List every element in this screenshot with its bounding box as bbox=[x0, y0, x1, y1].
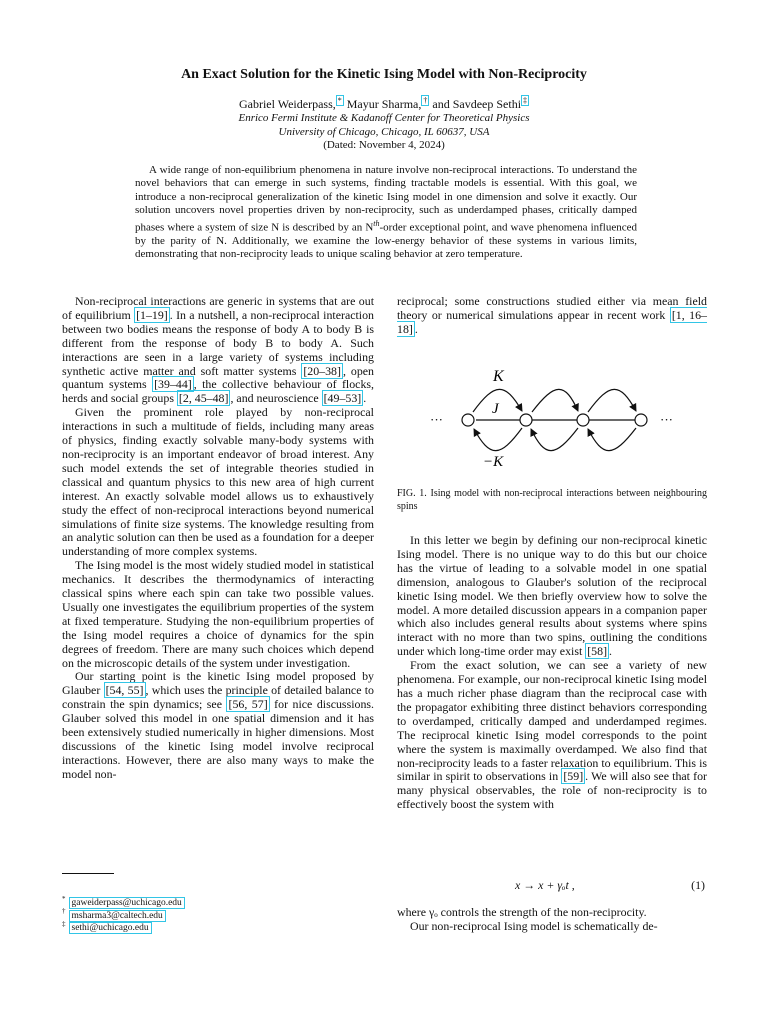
label-minus-k: −K bbox=[483, 454, 504, 470]
paragraph: In this letter we begin by defining our non-reciprocal kinetic Ising model. There is no unique way to do this but our choice has the virtue of leading to a solvable model in one spatial dimension, analogous to Glauber's solution of the reciprocal kinetic Ising model. We then briefly overview how to solve the model. A more detailed discussion appears in a companion paper which also includes general results about systems where spins interact with no more than two spins, outlining the conditions under which long-time order may exist [58] . bbox=[397, 533, 707, 659]
abstract-text: A wide range of non-equilibrium phenomena in nature involve non-reciprocal interactions. To understand the novel behaviors that can emerge in such systems, finding tractable models is essential. With this goal, we introduce a non-reciprocal generalization of the kinetic Ising model in one dimension and solve it exactly. Our solution uncovers novel properties driven by non-reciprocity, such as underdamped phases, critically damped phases where a system of size N is described by an N bbox=[135, 164, 637, 234]
footnote-link[interactable]: † bbox=[423, 96, 428, 105]
citation-link[interactable]: [58] bbox=[587, 644, 608, 659]
spin-node bbox=[635, 414, 647, 426]
author-list bbox=[60, 97, 708, 112]
paragraph: From the exact solution, we can see a variety of new phenomena. For example, our non-reciprocal kinetic Ising model has a much richer phase diagram than the reciprocal case with the propagator exhibiting three distinct behaviors corresponding to overdamped, critically damped and underdamped regimes. The reciprocal kinetic Ising model corresponds to the point where the system is maximally overdamped. We also find that non-reciprocity leads to a faster relaxation to equilibrium. This is similar in spirit to observations in [59] . We will also see that for many physical observables, the role of non-reciprocity is to effectively boost the system with bbox=[397, 658, 708, 812]
backward-arrow bbox=[474, 428, 522, 451]
abstract-text: -order exceptional point, and wave phenomena influenced by the parity of N. Additionally, we examine the low-energy behavior of these systems in various limits, demonstrating that non-reciprocity leads to unique scaling behavior at zero temperature. bbox=[135, 221, 638, 261]
ellipsis-left: ··· bbox=[430, 412, 443, 427]
citation-link[interactable]: [49–53] bbox=[323, 391, 362, 406]
citation-link[interactable]: [20–38] bbox=[303, 363, 341, 378]
affiliation-line: Enrico Fermi Institute & Kadanoff Center for Theoretical Physics bbox=[238, 112, 530, 124]
citation-link[interactable]: [54, 55] bbox=[105, 683, 144, 698]
footnote-symbol: * bbox=[62, 894, 66, 903]
paragraph: Our starting point is the kinetic Ising model proposed by Glauber [54, 55] , which uses the principle of detailed balance to constrain the spin dynamics; see [56, 57] for nice discussions. Glauber solved this model in one spatial dimension and it has been extensively studied numerically in higher dimensions. Most discussions of the kinetic Ising model involve reciprocal interactions. However, there are also many ways to make the model non- bbox=[62, 669, 374, 781]
affiliation bbox=[60, 112, 708, 139]
footnote-link[interactable]: ‡ bbox=[523, 96, 528, 105]
equation-number: (1) bbox=[691, 878, 705, 892]
footnote-symbol: † bbox=[62, 907, 66, 916]
author-name: and Savdeep Sethi bbox=[432, 97, 522, 111]
citation-link[interactable]: [1–19] bbox=[136, 307, 168, 322]
footnotes bbox=[62, 894, 185, 935]
left-column bbox=[62, 295, 374, 782]
paragraph: The Ising model is the most widely studied model in statistical mechanics. It describes the thermodynamics of interacting classical spins where each spin can take two possible values. Usually one investigates the equilibrium properties of the system at fixed temperature. Studying the non-equilibrium properties of the Ising model requires a choice of dynamics for the spin degrees of freedom. There are many such choices which depend on the microscopic details of the system under investigation. bbox=[62, 558, 374, 670]
label-j: J bbox=[492, 401, 499, 417]
author-name: Gabriel Weiderpass, bbox=[238, 97, 336, 111]
footnote bbox=[62, 919, 185, 935]
author-name: Mayur Sharma, bbox=[346, 97, 422, 111]
footnote-rule bbox=[62, 873, 114, 874]
ellipsis-right: ··· bbox=[660, 412, 673, 427]
paragraph: Our non-reciprocal Ising model is schematically de- bbox=[410, 918, 658, 933]
citation-link[interactable]: [39–44] bbox=[154, 377, 192, 392]
paragraph: Given the prominent role played by non-reciprocal interactions in such a multitude of fields, including many areas of physics, finding exactly solvable many-body systems with non-reciprocity is an important endeavor of broad interest. Any such model extends the set of integrable theories studied in classical and quantum physics to this new area of high current interest. An exactly solvable model allows us to exhaustively study the effect of non-reciprocal interactions beyond numerical simulations of finite size systems. The knowledge resulting from an analytic solution can then be used as a foundation for a deeper understanding of more complex systems. bbox=[62, 405, 374, 559]
footnote-link[interactable]: * bbox=[337, 96, 342, 105]
right-column-bottom bbox=[397, 906, 707, 934]
ising-chain-diagram bbox=[405, 360, 705, 475]
spin-node bbox=[520, 414, 532, 426]
label-k: K bbox=[493, 368, 504, 385]
affiliation-line: University of Chicago, Chicago, IL 60637, USA bbox=[278, 125, 490, 138]
spin-node bbox=[577, 414, 589, 426]
footnote-symbol: ‡ bbox=[62, 919, 66, 928]
footnote bbox=[62, 894, 185, 910]
citation-link[interactable]: [1, 16–18] bbox=[397, 307, 707, 336]
email-link[interactable]: msharma3@caltech.edu bbox=[69, 910, 166, 922]
backward-arrow bbox=[588, 428, 636, 451]
equation-body: x → x + γₒt , bbox=[515, 878, 575, 892]
forward-arrow bbox=[532, 389, 578, 412]
paragraph: where γₒ controls the strength of the non-reciprocity. bbox=[397, 905, 647, 919]
right-column-body bbox=[397, 534, 707, 812]
citation-link[interactable]: [59] bbox=[563, 769, 584, 784]
backward-arrow bbox=[531, 428, 578, 451]
footnote bbox=[62, 907, 185, 923]
figure-ising-chain bbox=[405, 360, 705, 475]
superscript: th bbox=[373, 219, 380, 229]
email-link[interactable]: gaweiderpass@uchicago.edu bbox=[69, 897, 185, 909]
equation-1 bbox=[397, 878, 707, 894]
citation-link[interactable]: [2, 45–48] bbox=[178, 391, 229, 406]
paragraph: Non-reciprocal interactions are generic in systems that are out of equilibrium [1–19] . In a nutshell, a non-reciprocal interaction between two bodies means the response of body A to body B is different from the response of body B to body A. Such interactions are seen in a large variety of systems including synthetic active matter and soft matter systems [20–38] , open quantum systems [39–44] , the collective behaviour of flocks, herds and social groups [2, 45–48] , and neuroscience [49–53] . bbox=[62, 294, 374, 406]
abstract bbox=[135, 164, 637, 262]
figure-caption: FIG. 1. Ising model with non-reciprocal interactions between neighbouring spins bbox=[397, 488, 707, 512]
email-link[interactable]: sethi@uchicago.edu bbox=[69, 922, 152, 934]
citation-link[interactable]: [56, 57] bbox=[228, 697, 268, 712]
right-column-top bbox=[397, 295, 707, 337]
date-line: (Dated: November 4, 2024) bbox=[323, 139, 445, 151]
paragraph: reciprocal; some constructions studied either via mean field theory or numerical simulations appear in recent work [1, 16–18] . bbox=[397, 294, 707, 336]
spin-node bbox=[462, 414, 474, 426]
paper-title: An Exact Solution for the Kinetic Ising Model with Non-Reciprocity bbox=[181, 67, 587, 82]
forward-arrow bbox=[588, 389, 636, 412]
